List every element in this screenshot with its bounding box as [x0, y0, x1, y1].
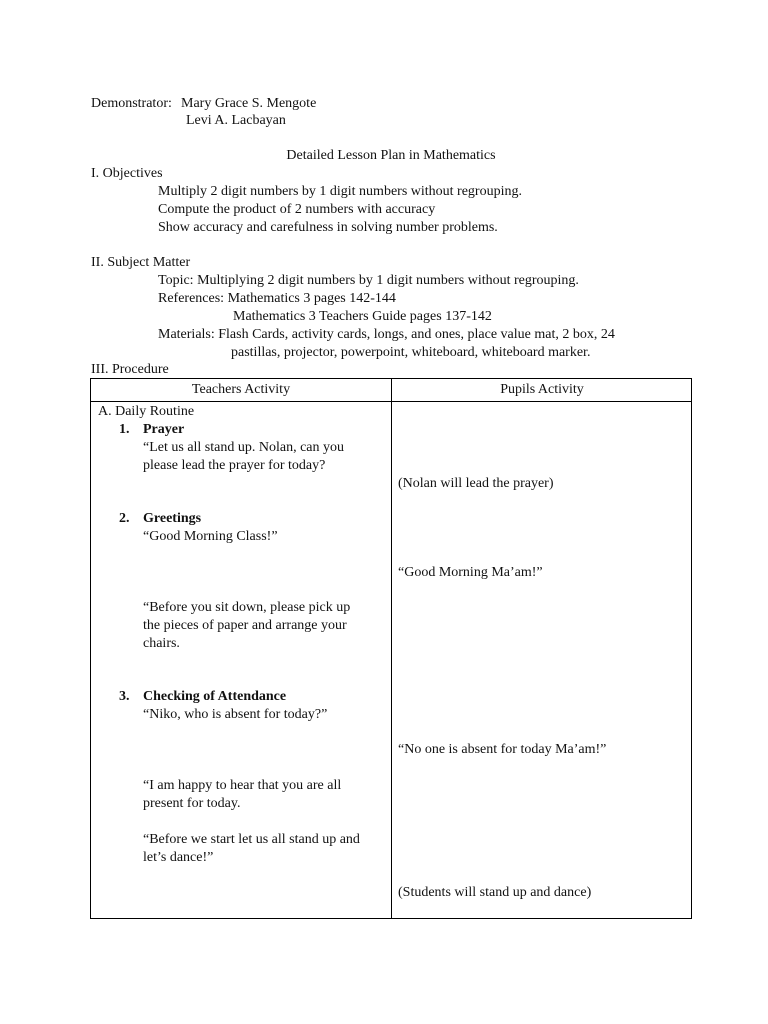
procedure-table — [90, 378, 692, 919]
procedure-heading: III. Procedure — [91, 362, 169, 377]
sit-down-teacher-line: “Before you sit down, please pick up — [143, 600, 351, 615]
objectives-heading: I. Objectives — [91, 166, 163, 181]
sit-down-teacher-line: the pieces of paper and arrange your — [143, 618, 347, 633]
happy-teacher-line: “I am happy to hear that you are all — [143, 778, 342, 793]
document-title: Detailed Lesson Plan in Mathematics — [286, 148, 496, 163]
happy-teacher-line: present for today. — [143, 796, 241, 811]
objective-item: Multiply 2 digit numbers by 1 digit numbers without regrouping. — [158, 184, 522, 199]
column-header-pupils: Pupils Activity — [500, 382, 584, 397]
demonstrator-name-1: Mary Grace S. Mengote — [181, 96, 317, 111]
attendance-title: Checking of Attendance — [143, 689, 287, 704]
prayer-teacher-line: “Let us all stand up. Nolan, can you — [143, 440, 345, 455]
demonstrator-label: Demonstrator: — [91, 96, 172, 111]
greetings-teacher-line: “Good Morning Class!” — [143, 529, 278, 544]
dance-teacher-line: let’s dance!” — [143, 850, 214, 865]
attendance-teacher-line: “Niko, who is absent for today?” — [143, 707, 328, 722]
attendance-pupil-response: “No one is absent for today Ma’am!” — [398, 742, 607, 757]
column-divider — [391, 379, 392, 918]
prayer-number: 1. — [119, 422, 130, 437]
dance-teacher-line: “Before we start let us all stand up and — [143, 832, 360, 847]
subject-references: References: Mathematics 3 pages 142-144 — [158, 291, 396, 306]
greetings-pupil-response: “Good Morning Ma’am!” — [398, 565, 543, 580]
greetings-number: 2. — [119, 511, 130, 526]
demonstrator-name-2: Levi A. Lacbayan — [186, 113, 286, 128]
subject-topic: Topic: Multiplying 2 digit numbers by 1 digit numbers without regrouping. — [158, 273, 579, 288]
subject-references-cont: Mathematics 3 Teachers Guide pages 137-142 — [233, 309, 492, 324]
subject-materials: Materials: Flash Cards, activity cards, longs, and ones, place value mat, 2 box, 24 — [158, 327, 615, 342]
greetings-title: Greetings — [143, 511, 202, 526]
prayer-teacher-line: please lead the prayer for today? — [143, 458, 326, 473]
column-header-teachers: Teachers Activity — [191, 382, 291, 397]
prayer-pupil-response: (Nolan will lead the prayer) — [398, 476, 554, 491]
daily-routine-label: A. Daily Routine — [98, 404, 195, 419]
attendance-number: 3. — [119, 689, 130, 704]
header-divider — [91, 401, 691, 402]
sit-down-teacher-line: chairs. — [143, 636, 180, 651]
objective-item: Show accuracy and carefulness in solving number problems. — [158, 220, 498, 235]
objective-item: Compute the product of 2 numbers with accuracy — [158, 202, 436, 217]
subject-matter-heading: II. Subject Matter — [91, 255, 191, 270]
prayer-title: Prayer — [143, 422, 185, 437]
dance-pupil-response: (Students will stand up and dance) — [398, 885, 592, 900]
subject-materials-cont: pastillas, projector, powerpoint, whiteboard, whiteboard marker. — [231, 345, 591, 360]
